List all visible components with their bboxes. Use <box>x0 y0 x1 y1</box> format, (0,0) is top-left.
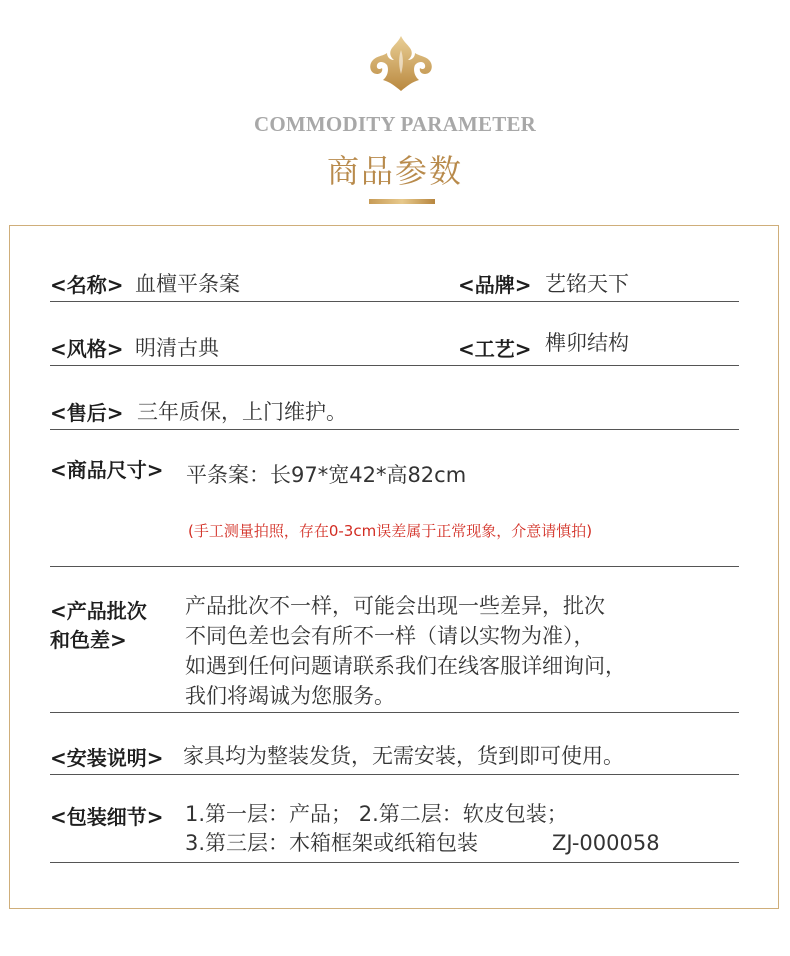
size-value: 平条案：长97*宽42*高82cm <box>186 463 467 487</box>
divider <box>50 429 739 430</box>
batch-line: 不同色差也会有所不一样（请以实物为准）， <box>185 624 595 648</box>
size-note: (手工测量拍照，存在0-3cm误差属于正常现象，介意请慎拍) <box>188 522 593 540</box>
divider <box>50 712 739 713</box>
batch-line: 我们将竭诚为您服务。 <box>185 684 395 708</box>
batch-text <box>185 591 626 711</box>
name-label: <名称> <box>50 273 124 297</box>
title-underline <box>369 199 435 204</box>
divider <box>50 566 739 567</box>
batch-label-line1: <产品批次 <box>50 599 147 623</box>
gold-cloud-ornament-icon <box>365 34 437 92</box>
craft-label: <工艺> <box>458 337 532 361</box>
aftersale-value: 三年质保，上门维护。 <box>137 400 347 424</box>
batch-line: 如遇到任何问题请联系我们在线客服详细询问， <box>185 654 626 678</box>
name-value: 血檀平条案 <box>135 272 240 296</box>
product-code: ZJ-000058 <box>552 831 660 855</box>
brand-label: <品牌> <box>458 273 532 297</box>
package-line1: 1.第一层：产品； 2.第二层：软皮包装； <box>185 802 568 826</box>
divider <box>50 365 739 366</box>
batch-line: 产品批次不一样，可能会出现一些差异，批次 <box>185 594 605 618</box>
size-label: <商品尺寸> <box>50 458 164 482</box>
brand-value: 艺铭天下 <box>545 272 629 296</box>
install-label: <安装说明> <box>50 746 164 770</box>
divider <box>50 301 739 302</box>
package-label: <包装细节> <box>50 805 164 829</box>
aftersale-label: <售后> <box>50 401 124 425</box>
install-value: 家具均为整装发货，无需安装，货到即可使用。 <box>183 744 624 768</box>
divider <box>50 862 739 863</box>
batch-label-line2: 和色差> <box>50 628 127 652</box>
package-line2: 3.第三层：木箱框架或纸箱包装 <box>185 831 479 855</box>
english-title: COMMODITY PARAMETER <box>253 112 537 136</box>
craft-value: 榫卯结构 <box>545 331 629 355</box>
chinese-title: 商品参数 <box>326 152 463 190</box>
style-value: 明清古典 <box>135 336 219 360</box>
style-label: <风格> <box>50 337 124 361</box>
divider <box>50 774 739 775</box>
